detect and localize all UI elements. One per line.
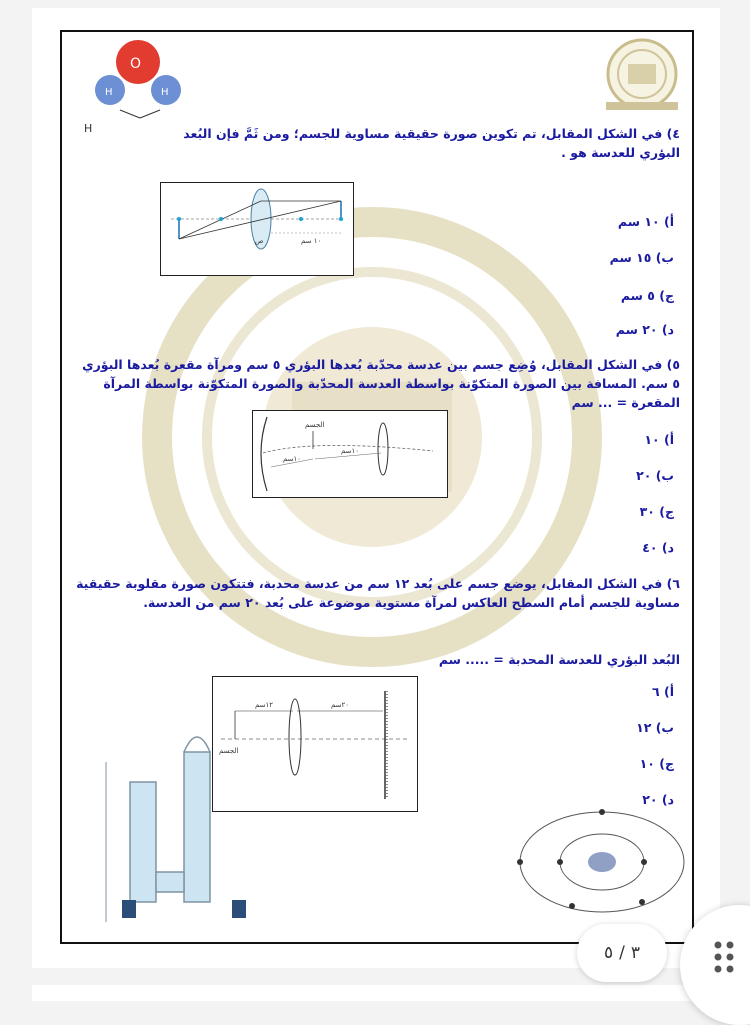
page-current: ٣ xyxy=(630,943,641,963)
page-total: ٥ xyxy=(604,943,614,963)
question-4-option-c[interactable]: ج) ٥ سم xyxy=(620,288,674,303)
question-6-option-a[interactable]: أ) ٦ xyxy=(652,684,674,699)
molecule-o-label: O xyxy=(130,56,142,72)
molecule-h2-label: H xyxy=(161,87,169,98)
q6-object-label: الجسم xyxy=(219,747,239,755)
question-6-prompt: البُعد البؤري للعدسة المحدبة = ..... سم xyxy=(438,652,680,667)
question-5-option-d[interactable]: د) ٤٠ xyxy=(642,540,674,555)
molecule-h-label: H xyxy=(84,122,93,135)
q4-distance-label: ١٠ سم xyxy=(301,237,322,245)
next-page-edge xyxy=(32,985,720,1001)
question-5-figure xyxy=(252,410,448,498)
question-6-option-b[interactable]: ب) ١٢ xyxy=(636,720,674,735)
molecule-h1-label: H xyxy=(105,87,113,98)
atom-diagram xyxy=(512,802,692,922)
question-6-option-c[interactable]: ج) ١٠ xyxy=(639,756,674,771)
question-4-text: ٤) في الشكل المقابل، تم تكوين صورة حقيقية مساوية للجسم؛ ومن ثَمَّ فإن البُعد البؤري للعدسة هو . xyxy=(183,126,680,160)
question-5-option-b[interactable]: ب) ٢٠ xyxy=(636,468,674,483)
question-4-figure xyxy=(160,182,354,276)
grid-dots-icon xyxy=(710,937,750,977)
worksheet-page xyxy=(60,30,694,944)
question-4-option-d[interactable]: د) ٢٠ سم xyxy=(615,322,674,337)
question-6-option-d[interactable]: د) ٢٠ xyxy=(642,792,674,807)
q6-distance-1: ١٢سم xyxy=(255,701,274,709)
question-5-option-c[interactable]: ج) ٣٠ xyxy=(639,504,674,519)
u-tube-apparatus xyxy=(92,722,262,927)
page-separator: / xyxy=(619,943,625,963)
q5-distance-1: ١٠سم xyxy=(283,455,302,463)
ministry-logo xyxy=(600,36,684,116)
question-5-text: ٥) في الشكل المقابل، وُضِع جسم بين عدسة محدّبة بُعدها البؤري ٥ سم ومرآة مقعرة بُعدها البؤري ٥ سم. المسافة بين الصورة المتكوّنة بواسطة العدسة المحدّبة والصورة المتكوّنة بواسطة المرآة المقعرة = ... سم xyxy=(82,357,680,410)
question-5-option-a[interactable]: أ) ١٠ xyxy=(644,432,674,447)
q4-point-label: ص xyxy=(255,237,264,245)
page-indicator[interactable] xyxy=(577,924,667,982)
question-4-option-b[interactable]: ب) ١٥ سم xyxy=(609,250,674,265)
q6-distance-2: ٢٠سم xyxy=(331,701,350,709)
q5-object-label: الجسم xyxy=(305,421,325,429)
question-4-option-a[interactable]: أ) ١٠ سم xyxy=(617,214,674,229)
q5-distance-2: ١٠سم xyxy=(341,447,360,455)
question-6-text: ٦) في الشكل المقابل، يوضع جسم على بُعد ١٢ سم من عدسة محدبة، فتتكون صورة مقلوبة حقيقية مساوية للجسم أمام السطح العاكس لمرآة مستوية موضوعة على بُعد ٢٠ سم من العدسة. xyxy=(76,576,680,610)
